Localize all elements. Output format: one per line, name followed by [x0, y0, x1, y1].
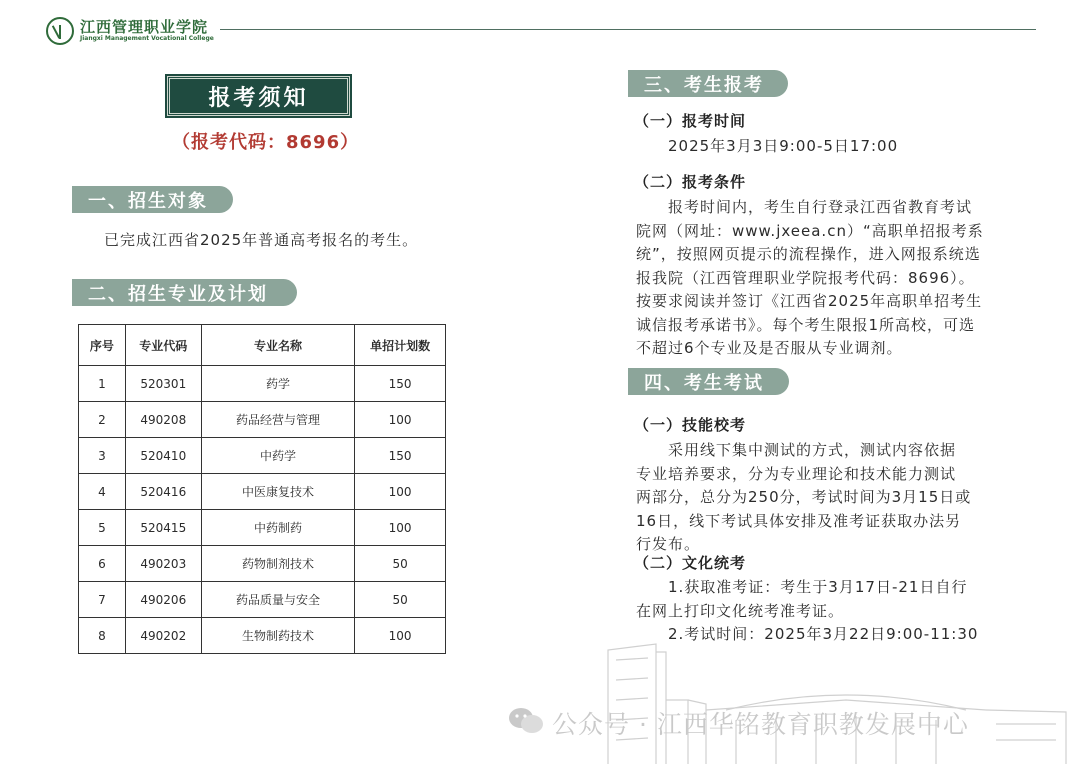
cell-major-name: 生物制药技术	[201, 618, 354, 654]
cell-major-name: 药品经营与管理	[201, 402, 354, 438]
skills-exam-title: （一）技能校考	[634, 416, 747, 434]
cell-major-name: 药学	[201, 366, 354, 402]
cell-major-code: 490206	[125, 582, 201, 618]
table-row	[79, 366, 446, 402]
building-illustration	[596, 640, 1076, 764]
wechat-icon	[507, 705, 545, 735]
cell-major-code: 520415	[125, 510, 201, 546]
cell-major-code: 520301	[125, 366, 201, 402]
cell-plan-count: 100	[355, 474, 446, 510]
cell-major-name: 药品质量与安全	[201, 582, 354, 618]
application-conditions-text	[636, 196, 1036, 361]
text-line: 16日，线下考试具体安排及准考证获取办法另	[636, 511, 962, 530]
cell-plan-count: 100	[355, 402, 446, 438]
text-line: 专业培养要求，分为专业理论和技术能力测试	[636, 464, 957, 483]
cell-major-name: 中药学	[201, 438, 354, 474]
cell-major-name: 中药制药	[201, 510, 354, 546]
cell-serial: 3	[79, 438, 126, 474]
cell-major-code: 490203	[125, 546, 201, 582]
cell-major-name: 中医康复技术	[201, 474, 354, 510]
text-line: 报我院（江西管理职业学院报考代码：8696）。	[636, 268, 975, 287]
cell-serial: 4	[79, 474, 126, 510]
text-line: 2.考试时间：2025年3月22日9:00-11:30	[668, 625, 979, 643]
cell-serial: 2	[79, 402, 126, 438]
cell-serial: 5	[79, 510, 126, 546]
skills-exam-text	[636, 439, 1036, 557]
text-line: 报考时间内，考生自行登录江西省教育考试	[668, 198, 973, 216]
cell-serial: 6	[79, 546, 126, 582]
page-title: 报考须知	[167, 76, 350, 116]
logo-english-name: Jiangxi Management Vocational College	[80, 35, 214, 42]
cell-serial: 1	[79, 366, 126, 402]
table-row	[79, 546, 446, 582]
cell-plan-count: 150	[355, 438, 446, 474]
header-major-code: 专业代码	[125, 325, 201, 366]
text-line: 1.获取准考证：考生于3月17日-21日自行	[668, 578, 968, 596]
text-line: 诚信报考承诺书》。每个考生限报1所高校，可选	[636, 315, 976, 334]
text-line: 不超过6个专业及是否服从专业调剂。	[636, 339, 903, 357]
header-serial: 序号	[79, 325, 126, 366]
text-line: 采用线下集中测试的方式，测试内容依据	[668, 441, 957, 459]
application-time-title: （一）报考时间	[634, 112, 747, 130]
header-divider	[220, 29, 1036, 30]
table-row	[79, 510, 446, 546]
section-heading-recruitment-target: 一、招生对象	[72, 186, 233, 213]
table-row	[79, 474, 446, 510]
cell-serial: 7	[79, 582, 126, 618]
text-line: 行发布。	[636, 535, 701, 553]
application-code: （报考代码：8696）	[172, 132, 360, 153]
text-line: 在网上打印文化统考准考证。	[636, 601, 845, 620]
recruitment-target-text: 已完成江西省2025年普通高考报名的考生。	[104, 231, 419, 249]
text-line: 两部分，总分为250分，考试时间为3月15日或	[636, 488, 972, 506]
cell-plan-count: 50	[355, 582, 446, 618]
watermark-text: 公众号 · 江西华铭教育职教发展中心	[552, 710, 969, 739]
culture-exam-title: （二）文化统考	[634, 554, 747, 572]
table-header-row	[79, 325, 446, 366]
cell-major-code: 490208	[125, 402, 201, 438]
table-row	[79, 402, 446, 438]
table-row	[79, 438, 446, 474]
table-row	[79, 618, 446, 654]
cell-major-code: 520410	[125, 438, 201, 474]
cell-major-code: 490202	[125, 618, 201, 654]
cell-serial: 8	[79, 618, 126, 654]
cell-plan-count: 100	[355, 510, 446, 546]
cell-plan-count: 150	[355, 366, 446, 402]
application-time-text: 2025年3月3日9:00-5日17:00	[668, 137, 899, 155]
cell-plan-count: 100	[355, 618, 446, 654]
table-row	[79, 582, 446, 618]
college-logo-icon	[46, 17, 74, 45]
text-line: 院网（网址：www.jxeea.cn）“高职单招报考系	[636, 221, 984, 240]
cell-major-name: 药物制剂技术	[201, 546, 354, 582]
logo-chinese-name: 江西管理职业学院	[80, 18, 209, 36]
text-line: 按要求阅读并签订《江西省2025年高职单招考生	[636, 292, 983, 310]
section-heading-application: 三、考生报考	[628, 70, 788, 97]
section-heading-exam: 四、考生考试	[628, 368, 789, 395]
application-conditions-title: （二）报考条件	[634, 173, 747, 191]
text-line: 统”，按照网页提示的流程操作，进入网报系统选	[636, 245, 981, 263]
header-major-name: 专业名称	[201, 325, 354, 366]
cell-plan-count: 50	[355, 546, 446, 582]
header-plan-count: 单招计划数	[355, 325, 446, 366]
culture-exam-text	[636, 576, 1036, 647]
majors-plan-table	[78, 324, 446, 654]
section-heading-majors-plan: 二、招生专业及计划	[72, 279, 297, 306]
cell-major-code: 520416	[125, 474, 201, 510]
